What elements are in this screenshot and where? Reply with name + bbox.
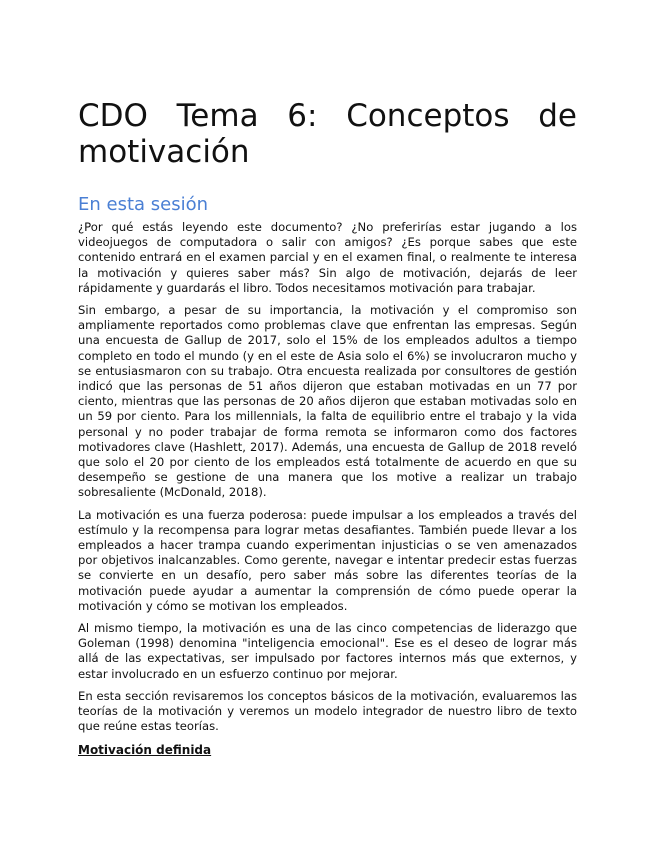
subheading: Motivación definida: [78, 742, 212, 757]
paragraph: La motivación es una fuerza poderosa: puede impulsar a los empleados a través del estímulo y la recompensa para lograr metas desafiantes. También puede llevar a los empleados a hacer trampa cuando experimentan injusticias o se ven amenazados por objetivos inalcanzables. Como gerente, navegar e intentar predecir estas fuerzas se convierte en un desafío, pero saber más sobre las diferentes teorías de la motivación puede ayudar a aumentar la comprensión de cómo puede operar la motivación y cómo se motivan los empleados.: [78, 507, 577, 613]
paragraph: Al mismo tiempo, la motivación es una de las cinco competencias de liderazgo que Goleman (1998) denomina "inteligencia emocional". Ese es el deseo de lograr más allá de las expectativas, ser impulsado por factores internos más que externos, y estar involucrado en un esfuerzo continuo por mejorar.: [78, 621, 577, 681]
paragraph: ¿Por qué estás leyendo este documento? ¿No preferirías estar jugando a los videojuegos de computadora o salir con amigos? ¿Es porque sabes que este contenido entrará en el examen parcial y en el examen final, o realmente te interesa la motivación y quieres saber más? Sin algo de motivación, dejarás de leer rápidamente y guardarás el libro. Todos necesitamos motivación para trabajar.: [78, 220, 577, 295]
document-title: [78, 98, 577, 170]
document-page: [78, 98, 577, 757]
title-line-1: CDO Tema 6: Conceptos de: [78, 98, 577, 134]
title-line-2: motivación: [78, 134, 250, 170]
paragraph: En esta sección revisaremos los conceptos básicos de la motivación, evaluaremos las teorías de la motivación y veremos un modelo integrador de nuestro libro de texto que reúne estas teorías.: [78, 688, 577, 734]
paragraph: Sin embargo, a pesar de su importancia, la motivación y el compromiso son ampliamente reportados como problemas clave que enfrentan las empresas. Según una encuesta de Gallup de 2017, solo el 15% de los empleados adultos a tiempo completo en todo el mundo (y en el este de Asia solo el 6%) se involucraron mucho y se entusiasmaron con su trabajo. Otra encuesta realizada por consultores de gestión indicó que las personas de 51 años dijeron que estaban motivadas en un 77 por ciento, mientras que las personas de 20 años dijeron que estaban motivadas solo en un 59 por ciento. Para los millennials, la falta de equilibrio entre el trabajo y la vida personal y no poder trabajar de forma remota se informaron como dos factores motivadores clave (Hashlett, 2017). Además, una encuesta de Gallup de 2018 reveló que solo el 20 por ciento de los empleados está totalmente de acuerdo en que su desempeño se gestione de una manera que los motive a realizar un trabajo sobresaliente (McDonald, 2018).: [78, 303, 577, 500]
section-heading: En esta sesión: [78, 194, 209, 215]
